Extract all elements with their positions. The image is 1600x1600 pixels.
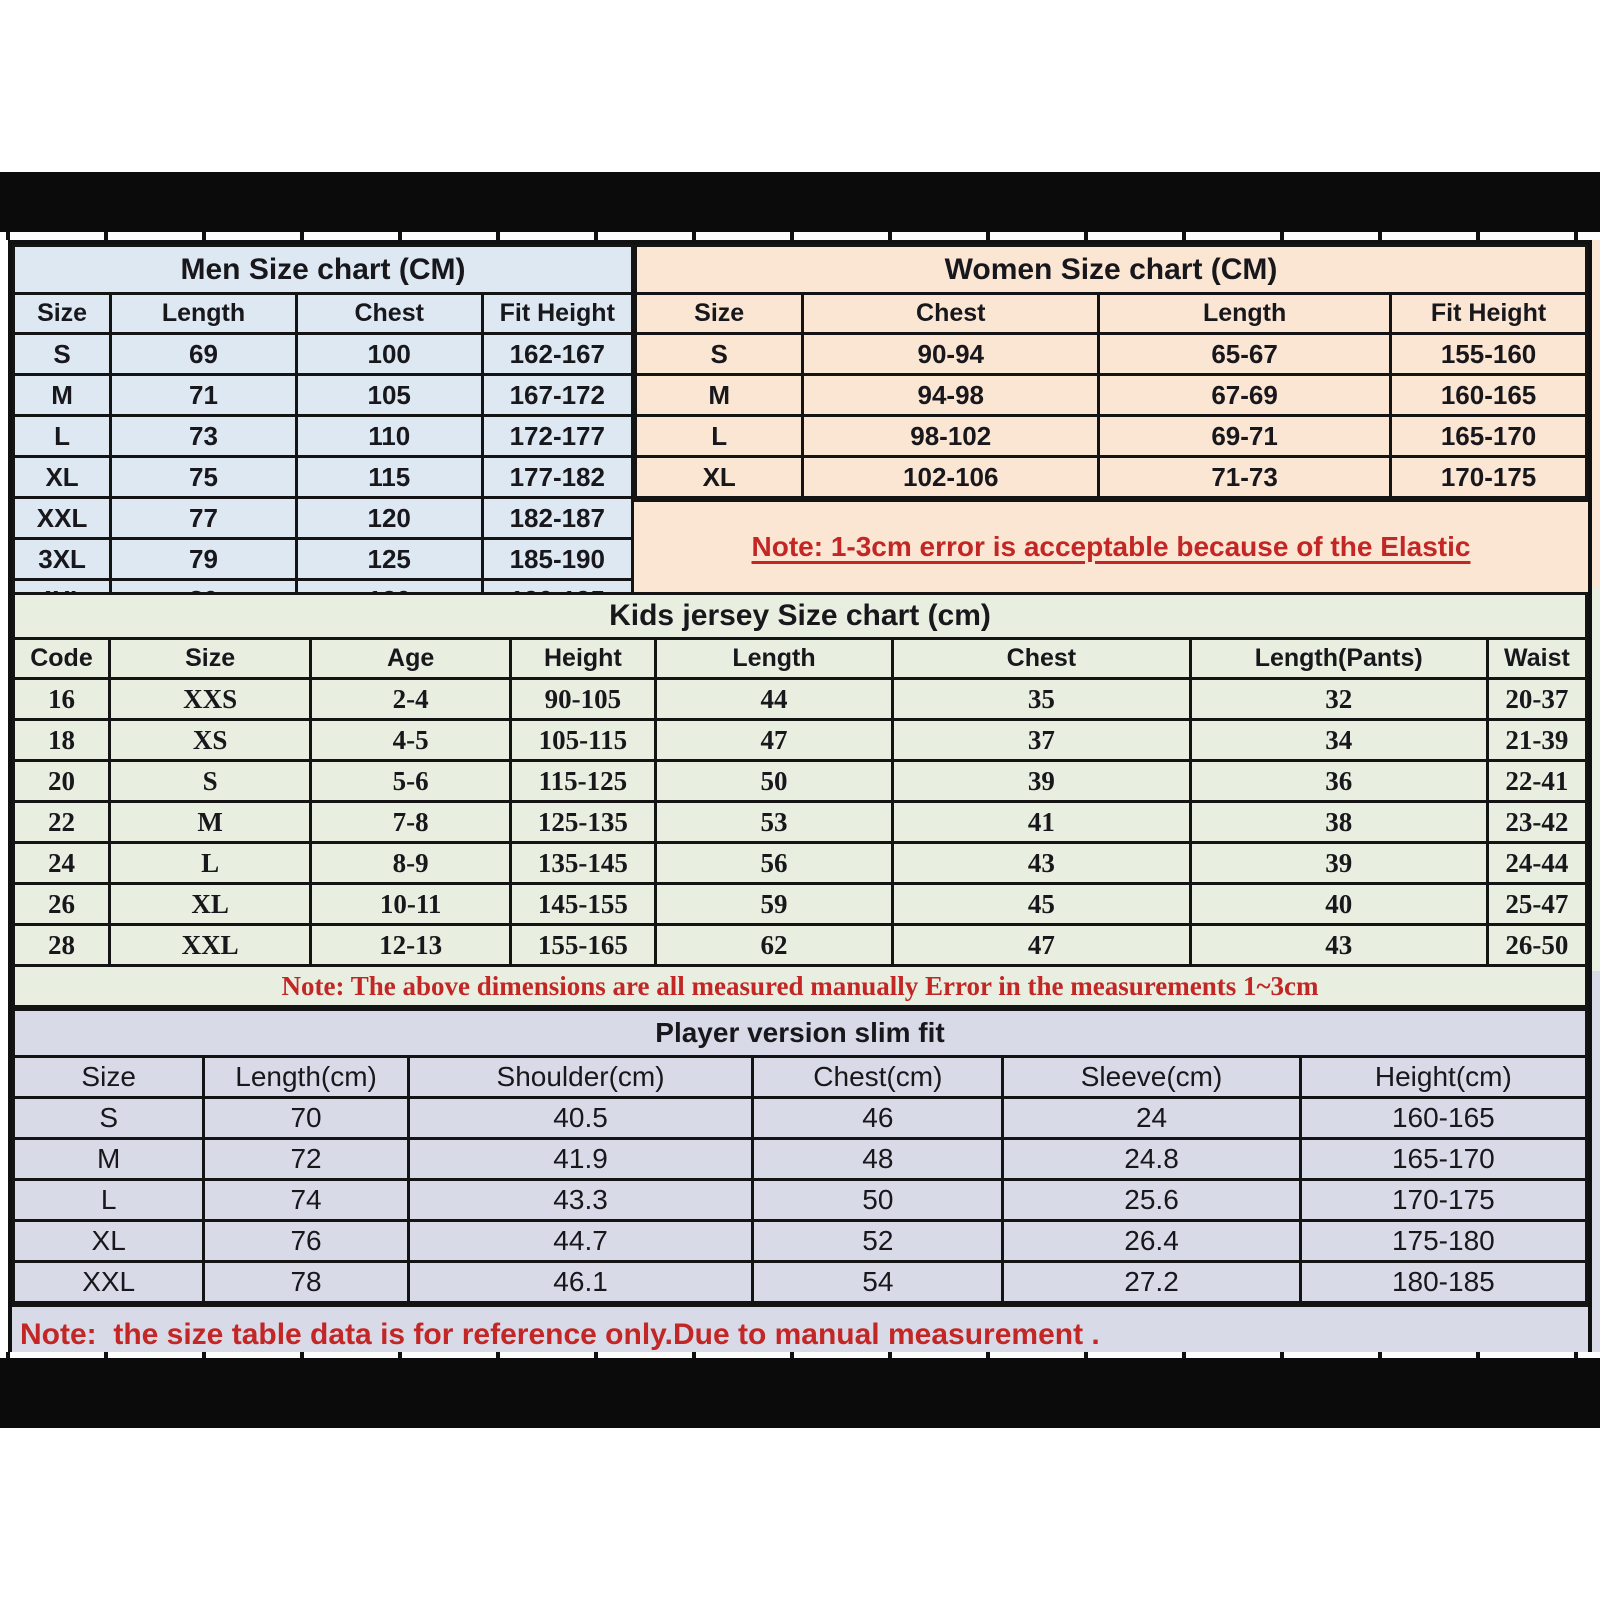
cropped-column-sliver-player xyxy=(1592,971,1600,1352)
kids-note-row xyxy=(14,966,1587,1007)
table-cell: 105 xyxy=(296,375,482,416)
table-cell: 26.4 xyxy=(1003,1221,1300,1262)
table-row xyxy=(14,1098,1587,1139)
table-cell: XL xyxy=(14,457,111,498)
table-cell: 45 xyxy=(893,884,1190,925)
table-row xyxy=(14,761,1587,802)
table-row xyxy=(14,457,633,498)
table-row xyxy=(14,1139,1587,1180)
table-cell: 115-125 xyxy=(511,761,656,802)
table-cell: 56 xyxy=(655,843,893,884)
column-header: Length(cm) xyxy=(204,1057,408,1098)
table-cell: 8-9 xyxy=(311,843,511,884)
table-row xyxy=(14,802,1587,843)
table-cell: 26 xyxy=(14,884,110,925)
table-cell: L xyxy=(636,416,803,457)
table-cell: 53 xyxy=(655,802,893,843)
table-cell: 180-185 xyxy=(1300,1262,1586,1303)
table-cell: 78 xyxy=(204,1262,408,1303)
column-header: Fit Height xyxy=(482,294,632,334)
top-black-bar xyxy=(0,172,1600,232)
table-cell: 72 xyxy=(204,1139,408,1180)
table-cell: 135-145 xyxy=(511,843,656,884)
table-cell: 90-94 xyxy=(803,334,1099,375)
table-row xyxy=(14,1221,1587,1262)
table-row xyxy=(14,884,1587,925)
table-cell: 24 xyxy=(14,843,110,884)
player-header-row xyxy=(14,1057,1587,1098)
table-row xyxy=(14,925,1587,966)
kids-table-title: Kids jersey Size chart (cm) xyxy=(14,594,1587,639)
table-cell: 74 xyxy=(204,1180,408,1221)
table-cell: XL xyxy=(636,457,803,498)
column-header: Fit Height xyxy=(1391,294,1587,334)
table-row xyxy=(14,679,1587,720)
table-cell: 39 xyxy=(1190,843,1487,884)
player-title-row xyxy=(14,1010,1587,1057)
size-chart-sheet xyxy=(8,240,1592,1352)
column-header: Length xyxy=(655,639,893,679)
column-header: Age xyxy=(311,639,511,679)
table-cell: 77 xyxy=(111,498,297,539)
table-cell: 41 xyxy=(893,802,1190,843)
table-cell: 160-165 xyxy=(1391,375,1587,416)
column-header: Chest xyxy=(803,294,1099,334)
column-header: Sleeve(cm) xyxy=(1003,1057,1300,1098)
table-cell: 65-67 xyxy=(1099,334,1391,375)
table-cell: 48 xyxy=(753,1139,1003,1180)
table-cell: 26-50 xyxy=(1487,925,1586,966)
table-row xyxy=(14,375,633,416)
table-cell: 27.2 xyxy=(1003,1262,1300,1303)
table-cell: 155-160 xyxy=(1391,334,1587,375)
table-cell: 170-175 xyxy=(1300,1180,1586,1221)
women-title-row xyxy=(636,246,1587,294)
table-cell: 3XL xyxy=(14,539,111,580)
table-cell: 177-182 xyxy=(482,457,632,498)
men-table-title: Men Size chart (CM) xyxy=(14,246,633,294)
table-cell: 59 xyxy=(655,884,893,925)
table-row xyxy=(636,416,1587,457)
table-cell: 105-115 xyxy=(511,720,656,761)
table-cell: 79 xyxy=(111,539,297,580)
table-cell: 35 xyxy=(893,679,1190,720)
table-cell: 185-190 xyxy=(482,539,632,580)
table-cell: 71-73 xyxy=(1099,457,1391,498)
table-cell: M xyxy=(109,802,310,843)
table-cell: 54 xyxy=(753,1262,1003,1303)
table-cell: 115 xyxy=(296,457,482,498)
table-cell: 38 xyxy=(1190,802,1487,843)
table-cell: 69 xyxy=(111,334,297,375)
table-cell: XL xyxy=(109,884,310,925)
column-header: Length xyxy=(1099,294,1391,334)
table-cell: 98-102 xyxy=(803,416,1099,457)
table-cell: 23-42 xyxy=(1487,802,1586,843)
table-row xyxy=(636,457,1587,498)
table-cell: L xyxy=(14,416,111,457)
table-cell: 69-71 xyxy=(1099,416,1391,457)
table-cell: 24 xyxy=(1003,1098,1300,1139)
table-row xyxy=(14,498,633,539)
column-header: Shoulder(cm) xyxy=(408,1057,752,1098)
table-cell: 2-4 xyxy=(311,679,511,720)
column-header: Size xyxy=(14,294,111,334)
table-cell: 40 xyxy=(1190,884,1487,925)
column-header: Height xyxy=(511,639,656,679)
column-header: Size xyxy=(14,1057,204,1098)
table-cell: XXL xyxy=(14,498,111,539)
table-cell: 125-135 xyxy=(511,802,656,843)
table-row xyxy=(14,416,633,457)
table-cell: 172-177 xyxy=(482,416,632,457)
table-cell: 75 xyxy=(111,457,297,498)
table-cell: 36 xyxy=(1190,761,1487,802)
player-version-table xyxy=(12,1008,1588,1304)
table-cell: 25.6 xyxy=(1003,1180,1300,1221)
table-cell: 4-5 xyxy=(311,720,511,761)
table-cell: 162-167 xyxy=(482,334,632,375)
table-cell: 160-165 xyxy=(1300,1098,1586,1139)
table-cell: 22 xyxy=(14,802,110,843)
table-cell: 50 xyxy=(655,761,893,802)
table-cell: 28 xyxy=(14,925,110,966)
player-table-title: Player version slim fit xyxy=(14,1010,1587,1057)
table-cell: XS xyxy=(109,720,310,761)
men-size-table xyxy=(12,244,634,622)
table-cell: 120 xyxy=(296,498,482,539)
table-cell: 125 xyxy=(296,539,482,580)
column-header: Length(Pants) xyxy=(1190,639,1487,679)
kids-header-row xyxy=(14,639,1587,679)
table-cell: 100 xyxy=(296,334,482,375)
table-cell: 44 xyxy=(655,679,893,720)
table-cell: S xyxy=(14,1098,204,1139)
table-row xyxy=(14,843,1587,884)
table-cell: 145-155 xyxy=(511,884,656,925)
table-cell: 32 xyxy=(1190,679,1487,720)
table-cell: 47 xyxy=(893,925,1190,966)
table-cell: 24-44 xyxy=(1487,843,1586,884)
kids-title-row xyxy=(14,594,1587,639)
table-cell: 102-106 xyxy=(803,457,1099,498)
table-row xyxy=(636,334,1587,375)
table-row xyxy=(14,539,633,580)
table-cell: 22-41 xyxy=(1487,761,1586,802)
table-cell: 12-13 xyxy=(311,925,511,966)
kids-size-table xyxy=(12,592,1588,1008)
table-cell: S xyxy=(636,334,803,375)
women-header-row xyxy=(636,294,1587,334)
table-cell: 47 xyxy=(655,720,893,761)
column-header: Chest xyxy=(893,639,1190,679)
bottom-black-bar xyxy=(0,1358,1600,1428)
table-cell: M xyxy=(636,375,803,416)
table-cell: 70 xyxy=(204,1098,408,1139)
table-cell: 46 xyxy=(753,1098,1003,1139)
table-cell: 7-8 xyxy=(311,802,511,843)
column-header: Height(cm) xyxy=(1300,1057,1586,1098)
cropped-column-sliver-women xyxy=(1592,240,1600,588)
table-cell: 43 xyxy=(893,843,1190,884)
table-cell: 18 xyxy=(14,720,110,761)
table-cell: 167-172 xyxy=(482,375,632,416)
table-cell: 5-6 xyxy=(311,761,511,802)
table-cell: 182-187 xyxy=(482,498,632,539)
table-row xyxy=(14,1180,1587,1221)
table-cell: M xyxy=(14,375,111,416)
table-cell: 71 xyxy=(111,375,297,416)
table-cell: 24.8 xyxy=(1003,1139,1300,1180)
table-cell: 34 xyxy=(1190,720,1487,761)
table-row xyxy=(14,1262,1587,1303)
column-header: Waist xyxy=(1487,639,1586,679)
table-cell: XXS xyxy=(109,679,310,720)
men-title-row xyxy=(14,246,633,294)
table-cell: 94-98 xyxy=(803,375,1099,416)
reference-note-line1: Note: the size table data is for reference only.Due to manual measurement . xyxy=(20,1318,1100,1351)
column-header: Chest xyxy=(296,294,482,334)
cropped-column-sliver-kids xyxy=(1592,588,1600,971)
men-header-row xyxy=(14,294,633,334)
table-cell: 76 xyxy=(204,1221,408,1262)
adult-size-section xyxy=(12,244,1588,592)
table-cell: S xyxy=(14,334,111,375)
women-elastic-note: Note: 1-3cm error is acceptable because of the Elastic xyxy=(634,499,1588,592)
table-cell: 50 xyxy=(753,1180,1003,1221)
table-cell: 44.7 xyxy=(408,1221,752,1262)
table-cell: 52 xyxy=(753,1221,1003,1262)
table-cell: 90-105 xyxy=(511,679,656,720)
table-cell: 25-47 xyxy=(1487,884,1586,925)
table-cell: 175-180 xyxy=(1300,1221,1586,1262)
table-cell: 10-11 xyxy=(311,884,511,925)
table-cell: 21-39 xyxy=(1487,720,1586,761)
table-cell: 20-37 xyxy=(1487,679,1586,720)
table-cell: 40.5 xyxy=(408,1098,752,1139)
men-size-chart xyxy=(12,244,634,592)
table-cell: 37 xyxy=(893,720,1190,761)
table-cell: XXL xyxy=(14,1262,204,1303)
table-cell: 170-175 xyxy=(1391,457,1587,498)
women-size-chart xyxy=(634,244,1588,592)
table-cell: S xyxy=(109,761,310,802)
top-partial-row-ticks xyxy=(0,232,1600,240)
table-cell: 73 xyxy=(111,416,297,457)
column-header: Size xyxy=(109,639,310,679)
table-cell: 20 xyxy=(14,761,110,802)
women-table-title: Women Size chart (CM) xyxy=(636,246,1587,294)
table-cell: M xyxy=(14,1139,204,1180)
table-row xyxy=(636,375,1587,416)
table-row xyxy=(14,720,1587,761)
table-cell: 39 xyxy=(893,761,1190,802)
table-row xyxy=(14,334,633,375)
table-cell: 46.1 xyxy=(408,1262,752,1303)
table-cell: 165-170 xyxy=(1391,416,1587,457)
table-cell: 43 xyxy=(1190,925,1487,966)
table-cell: 16 xyxy=(14,679,110,720)
kids-measurement-note: Note: The above dimensions are all measured manually Error in the measurements 1~3cm xyxy=(14,966,1587,1007)
table-cell: L xyxy=(14,1180,204,1221)
column-header: Length xyxy=(111,294,297,334)
table-cell: XXL xyxy=(109,925,310,966)
table-cell: 110 xyxy=(296,416,482,457)
column-header: Chest(cm) xyxy=(753,1057,1003,1098)
women-size-table xyxy=(634,244,1588,499)
column-header: Code xyxy=(14,639,110,679)
table-cell: 155-165 xyxy=(511,925,656,966)
table-cell: 62 xyxy=(655,925,893,966)
table-cell: 165-170 xyxy=(1300,1139,1586,1180)
table-cell: 41.9 xyxy=(408,1139,752,1180)
table-cell: 43.3 xyxy=(408,1180,752,1221)
table-cell: L xyxy=(109,843,310,884)
column-header: Size xyxy=(636,294,803,334)
table-cell: XL xyxy=(14,1221,204,1262)
table-cell: 67-69 xyxy=(1099,375,1391,416)
